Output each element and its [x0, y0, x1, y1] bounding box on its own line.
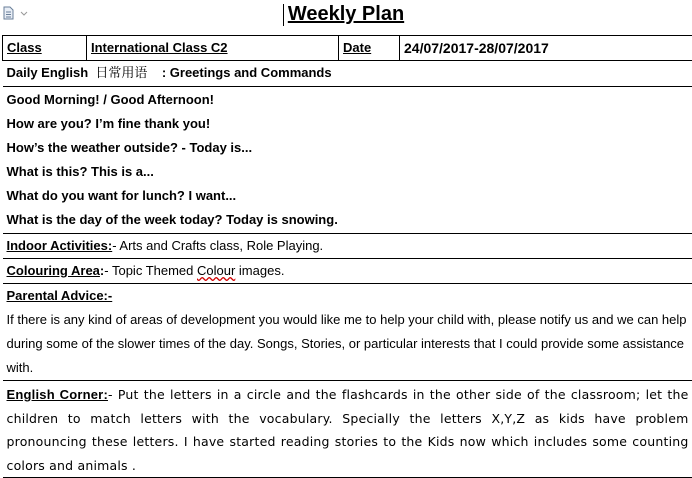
phrase-item: How’s the weather outside? - Today is...	[7, 136, 689, 160]
english-corner-body: - Put the letters in a circle and the flashcards in the other side of the classroom; let the children to match letters with the vocabulary. Specially the letters X,Y,Z as kids have problem pronouncing these letters. I have started reading stories to the Kids now which includes some counting colors and animals .	[7, 387, 689, 473]
daily-english-row	[3, 61, 692, 87]
parental-advice-cell	[3, 284, 692, 381]
weekly-plan-table	[2, 35, 692, 478]
daily-english-topic: : Greetings and Commands	[162, 65, 332, 80]
class-value: International Class C2	[87, 36, 339, 61]
daily-english-label: Daily English	[7, 65, 89, 80]
text-cursor	[283, 4, 284, 26]
daily-english-heading	[3, 61, 692, 87]
colouring-area-sep: :	[100, 263, 104, 278]
colouring-area-label: Colouring Area	[7, 263, 100, 278]
parental-advice-label: Parental Advice:-	[7, 284, 689, 308]
english-corner-text	[7, 383, 689, 477]
indoor-activities-text: - Arts and Crafts class, Role Playing.	[112, 238, 323, 253]
date-value: 24/07/2017-28/07/2017	[400, 36, 692, 61]
colouring-area-text-pre: - Topic Themed	[104, 263, 197, 278]
english-corner-row	[3, 381, 692, 478]
indoor-activities-row	[3, 234, 692, 259]
phrase-item: What is this? This is a...	[7, 160, 689, 184]
phrases-row	[3, 87, 692, 234]
colouring-area-cell	[3, 259, 692, 284]
parental-advice-row	[3, 284, 692, 381]
phrase-item: What is the day of the week today? Today is snowing.	[7, 208, 689, 232]
phrases-cell	[3, 87, 692, 234]
english-corner-cell	[3, 381, 692, 478]
phrase-item: Good Morning! / Good Afternoon!	[7, 88, 689, 112]
colouring-area-row	[3, 259, 692, 284]
header-row	[3, 36, 692, 61]
page-title: Weekly Plan	[0, 3, 692, 26]
indoor-activities-cell	[3, 234, 692, 259]
colouring-area-text-post: images.	[235, 263, 284, 278]
phrase-item: What do you want for lunch? I want...	[7, 184, 689, 208]
parental-advice-text: If there is any kind of areas of development you would like me to help your child with, please notify us and we can help during some of the slower times of the day. Songs, Stories, or particular interests that I could provide some assistance with.	[7, 308, 689, 380]
class-label: Class	[3, 36, 87, 61]
daily-english-chinese: 日常用语	[95, 66, 147, 81]
phrase-item: How are you? I’m fine thank you!	[7, 112, 689, 136]
english-corner-label: English Corner:	[7, 387, 108, 402]
indoor-activities-label: Indoor Activities:	[7, 238, 113, 253]
date-label: Date	[339, 36, 400, 61]
colouring-area-text-wavy: Colour	[197, 263, 235, 278]
